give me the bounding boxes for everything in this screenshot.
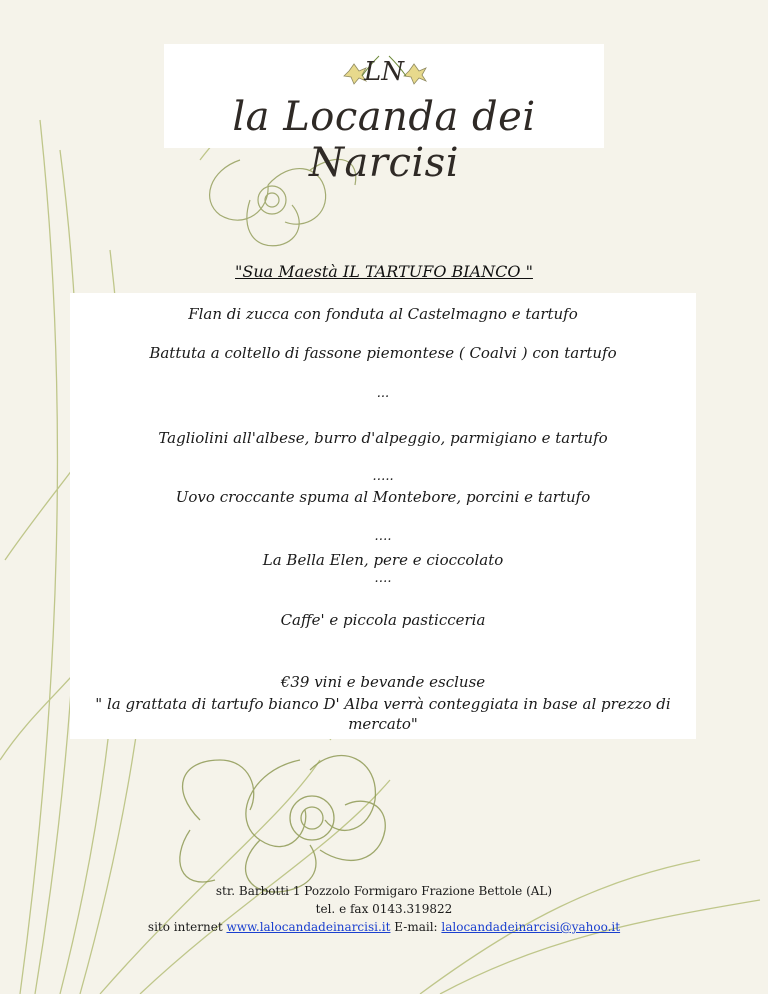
site-label: sito internet — [147, 920, 223, 934]
menu-separator: ….. — [372, 469, 394, 484]
menu-item: Tagliolini all'albese, burro d'alpeggio, parmigiano e tartufo — [158, 429, 608, 447]
footer-address: str. Barbotti 1 Pozzolo Formigaro Frazione Bettole (AL) — [215, 884, 553, 898]
menu-separator: …. — [374, 571, 392, 586]
logo-monogram: LN — [363, 57, 405, 87]
menu-item: Flan di zucca con fonduta al Castelmagno e tartufo — [188, 305, 578, 323]
restaurant-logo — [164, 44, 604, 186]
footer-phone: tel. e fax 0143.319822 — [315, 902, 453, 916]
menu-separator: ... — [376, 386, 390, 401]
menu-panel — [70, 293, 696, 739]
menu-item: La Bella Elen, pere e cioccolato — [262, 551, 504, 569]
truffle-price-note: " la grattata di tartufo bianco D' Alba verrà conteggiata in base al prezzo di mercato" — [95, 695, 671, 733]
email-link[interactable]: lalocandadeinarcisi@yahoo.it — [441, 920, 621, 934]
website-link[interactable]: www.lalocandadeinarcisi.it — [226, 920, 391, 934]
logo-text: la Locanda dei Narcisi — [232, 94, 536, 186]
price: €39 vini e bevande escluse — [280, 673, 486, 691]
menu-item: Caffe' e piccola pasticceria — [280, 611, 486, 629]
menu-item: Uovo croccante spuma al Montebore, porcini e tartufo — [175, 488, 591, 506]
menu-separator: …. — [374, 529, 392, 544]
footer-contacts — [0, 920, 768, 934]
email-label: E-mail: — [394, 920, 438, 934]
menu-title: "Sua Maestà IL TARTUFO BIANCO " — [235, 262, 533, 281]
monogram-flower-icon — [334, 46, 434, 96]
menu-item: Battuta a coltello di fassone piemontese ( Coalvi ) con tartufo — [149, 344, 617, 362]
